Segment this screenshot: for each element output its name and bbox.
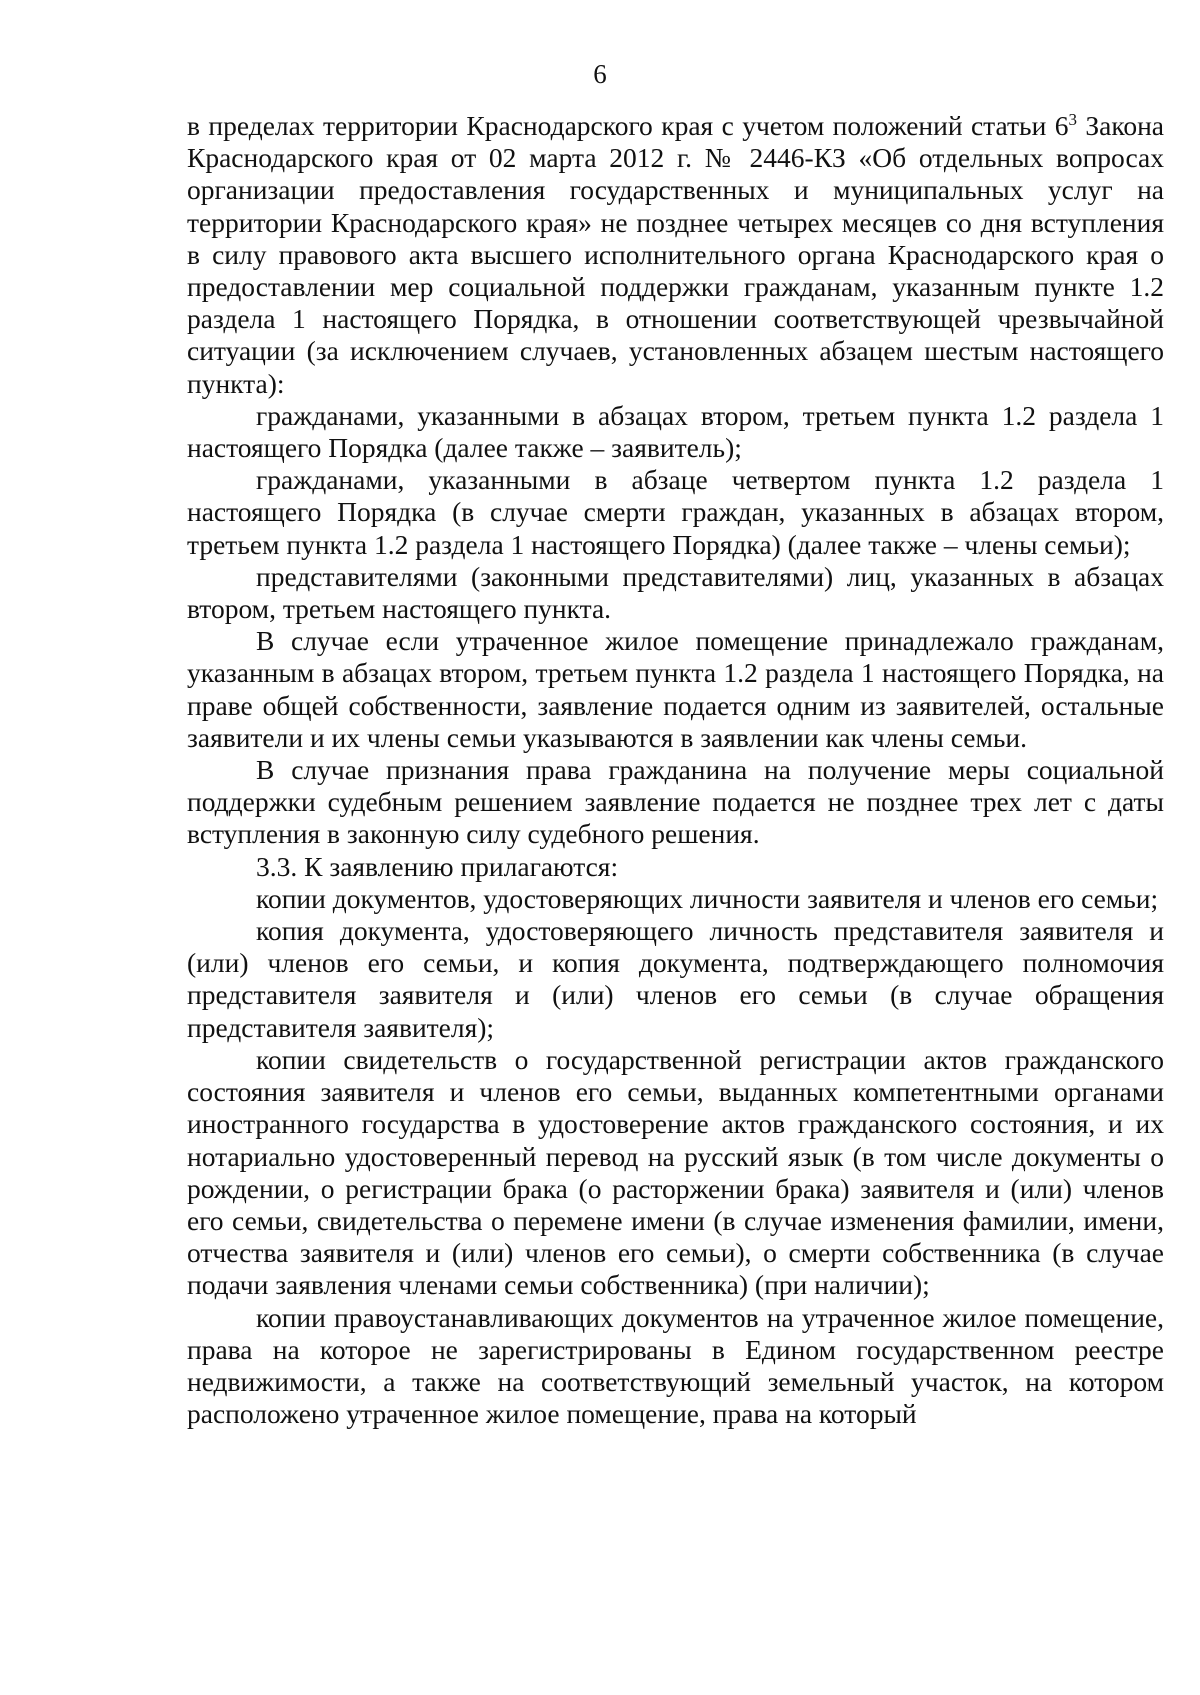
paragraph-section-3-3: 3.3. К заявлению прилагаются: [256, 850, 619, 882]
superscript-index: 3 [1068, 109, 1077, 129]
paragraph-shared-ownership: В случае если утраченное жилое помещение принадлежало гражданам, указанным в абзацах втором, третьем пункта 1.2 раздела 1 настоящего Порядка, на праве общей собственности, заявление подается одним из заявителей, остальные заявители и их члены семьи указываются в заявлении как члены семьи. [187, 625, 1164, 753]
paragraph-intro [187, 110, 1164, 400]
paragraph-civil-status-certificates: копии свидетельств о государственной регистрации актов гражданского состояния заявителя и членов его семьи, выданных компетентными органами иностранного государства в удостоверение актов гражданского состояния, и их нотариально удостоверенный перевод на русский язык (в том числе документы о рождении, о регистрации брака (о расторжении брака) заявителя и (или) членов его семьи, свидетельства о перемене имени (в случае изменения фамилии, имени, отчества заявителя и (или) членов его семьи), о смерти собственника (в случае подачи заявления членами семьи собственника) (при наличии); [187, 1043, 1164, 1301]
page-number: 6 [593, 59, 607, 89]
paragraph-representative-documents: копия документа, удостоверяющего личность представителя заявителя и (или) членов его семьи, и копия документа, подтверждающего полномочия представителя заявителя и (или) членов его семьи (в случае обращения представителя заявителя); [187, 915, 1164, 1043]
paragraph-applicants: гражданами, указанными в абзацах втором, третьем пункта 1.2 раздела 1 настоящего Порядка (далее также – заявитель); [187, 399, 1164, 464]
paragraph-family-members: гражданами, указанными в абзаце четвертом пункта 1.2 раздела 1 настоящего Порядка (в случае смерти граждан, указанных в абзацах втором, третьем пункта 1.2 раздела 1 настоящего Порядка) (далее также – члены семьи); [187, 464, 1164, 560]
paragraph-representatives: представителями (законными представителями) лиц, указанных в абзацах втором, третьем настоящего пункта. [187, 560, 1164, 625]
paragraph-court-decision: В случае признания права гражданина на получение меры социальной поддержки судебным решением заявление подается не позднее трех лет с даты вступления в законную силу судебного решения. [187, 754, 1164, 850]
document-body [187, 110, 1164, 1430]
paragraph-intro-text-continued: Закона Краснодарского края от 02 марта 2012 г. № 2446-КЗ «Об отдельных вопросах организации предоставления государственных и муниципальных услуг на территории Краснодарского края» не позднее четырех месяцев со дня вступления в силу правового акта высшего исполнительного органа Краснодарского края о предоставлении мер социальной поддержки гражданам, указанным пункте 1.2 раздела 1 настоящего Порядка, в отношении соответствующей чрезвычайной ситуации (за исключением случаев, установленных абзацем шестым настоящего пункта): [187, 110, 1164, 399]
paragraph-identity-documents: копии документов, удостоверяющих личности заявителя и членов его семьи; [256, 882, 1159, 914]
paragraph-intro-text: в пределах территории Краснодарского края с учетом положений статьи 6 [187, 110, 1069, 141]
paragraph-title-documents: копии правоустанавливающих документов на утраченное жилое помещение, права на которое не зарегистрированы в Едином государственном реестре недвижимости, а также на соответствующий земельный участок, на котором расположено утраченное жилое помещение, права на который [187, 1301, 1164, 1430]
